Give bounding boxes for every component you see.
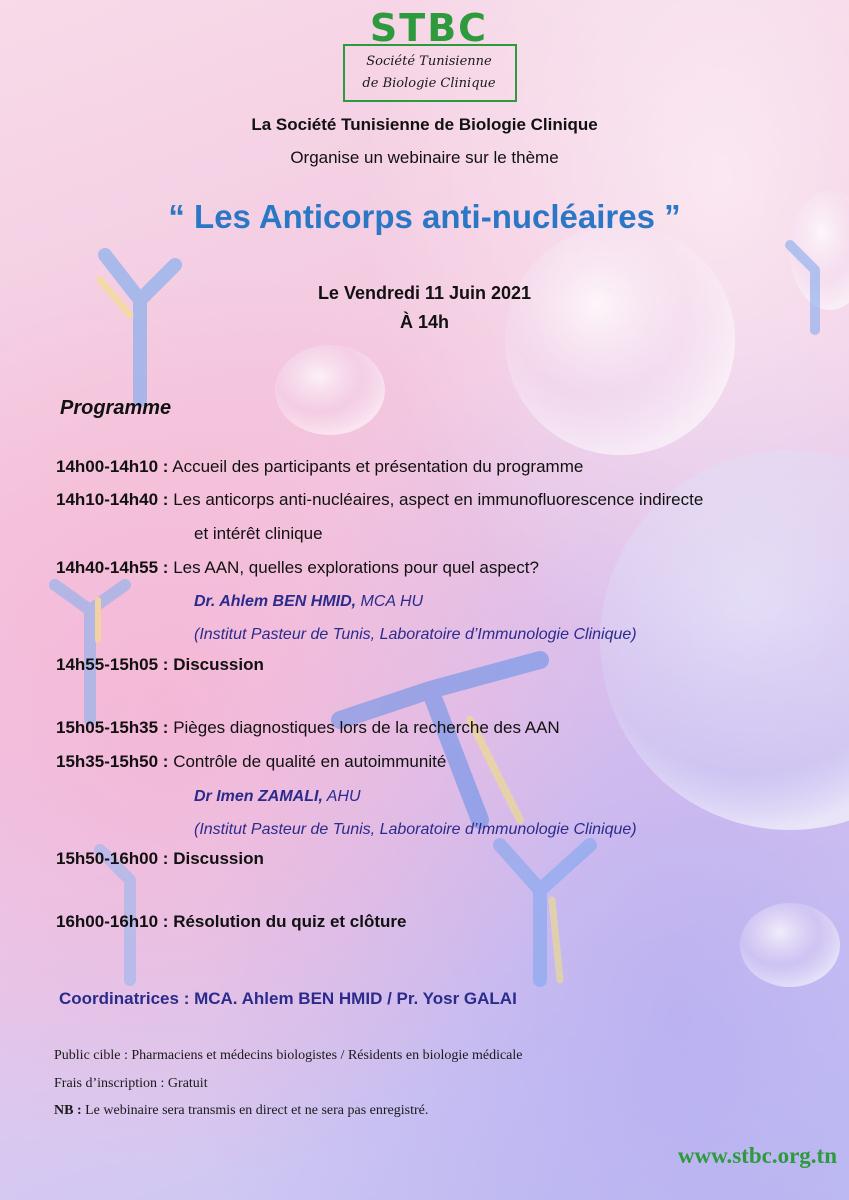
programme-slot [56, 558, 539, 578]
speaker [194, 593, 423, 611]
note [54, 1103, 428, 1119]
slot-time: 15h50-16h00 : [56, 849, 169, 868]
registration-fees: Frais d’inscription : Gratuit [54, 1076, 208, 1091]
slot-time: 15h35-15h50 : [56, 752, 169, 771]
speaker-institution: (Institut Pasteur de Tunis, Laboratoire d’Immunologie Clinique) [194, 821, 637, 838]
event-date: Le Vendredi 11 Juin 2021 [317, 283, 532, 303]
slot-time: 16h00-16h10 : [56, 912, 169, 931]
website-link[interactable]: www.stbc.org.tn [677, 1143, 837, 1168]
note-text: Le webinaire sera transmis en direct et ne sera pas enregistré. [85, 1103, 429, 1118]
speaker-name: Dr. Ahlem BEN HMID, [194, 593, 357, 610]
programme-slot [56, 752, 446, 772]
speaker-title: AHU [326, 788, 361, 805]
slot-time: 14h00-14h10 : [56, 457, 169, 476]
slot-time: 14h40-14h55 : [56, 558, 169, 577]
programme-slot [56, 849, 264, 869]
cell [740, 903, 840, 987]
cell [275, 345, 385, 435]
logo-line-1: Société Tunisienne [366, 54, 492, 69]
logo-title: STBC [369, 6, 489, 50]
organization-name: La Société Tunisienne de Biologie Clinique [251, 115, 598, 134]
speaker-institution: (Institut Pasteur de Tunis, Laboratoire d’Immunologie Clinique) [194, 626, 637, 643]
programme-title: Programme [60, 397, 172, 419]
organization-subtitle: Organise un webinaire sur le thème [290, 148, 559, 167]
slot-text: Les anticorps anti-nucléaires, aspect en immunofluorescence indirecte [173, 490, 704, 509]
slot-text: Les AAN, quelles explorations pour quel aspect? [173, 558, 539, 577]
slot-text: Contrôle de qualité en autoimmunité [173, 752, 447, 771]
slot-text: Résolution du quiz et clôture [173, 912, 407, 931]
slot-time: 15h05-15h35 : [56, 718, 169, 737]
slot-text: Discussion [173, 655, 264, 674]
speaker [194, 788, 361, 806]
slot-text: Accueil des participants et présentation du programme [172, 457, 584, 476]
slot-text-continued: et intérêt clinique [194, 524, 323, 543]
programme-slot [56, 490, 703, 510]
programme-slot [56, 457, 583, 477]
coordinators: Coordinatrices : MCA. Ahlem BEN HMID / Pr. Yosr GALAI [59, 989, 517, 1008]
note-label: NB : [54, 1103, 82, 1118]
target-audience: Public cible : Pharmaciens et médecins biologistes / Résidents en biologie médicale [54, 1048, 523, 1063]
programme-slot [56, 655, 264, 675]
event-time: À 14h [399, 312, 450, 332]
speaker-name: Dr Imen ZAMALI, [194, 788, 323, 805]
stbc-logo [343, 6, 515, 100]
cell [505, 225, 735, 455]
slot-text: Pièges diagnostiques lors de la recherche des AAN [173, 718, 560, 737]
slot-text: Discussion [173, 849, 264, 868]
logo-frame [343, 44, 517, 102]
slot-time: 14h10-14h40 : [56, 490, 169, 509]
slot-time: 14h55-15h05 : [56, 655, 169, 674]
logo-line-2: de Biologie Clinique [362, 76, 496, 91]
webinar-theme: “ Les Anticorps anti-nucléaires ” [168, 198, 681, 235]
programme-slot [56, 718, 560, 738]
speaker-title: MCA HU [360, 593, 424, 610]
programme-slot [56, 912, 406, 932]
